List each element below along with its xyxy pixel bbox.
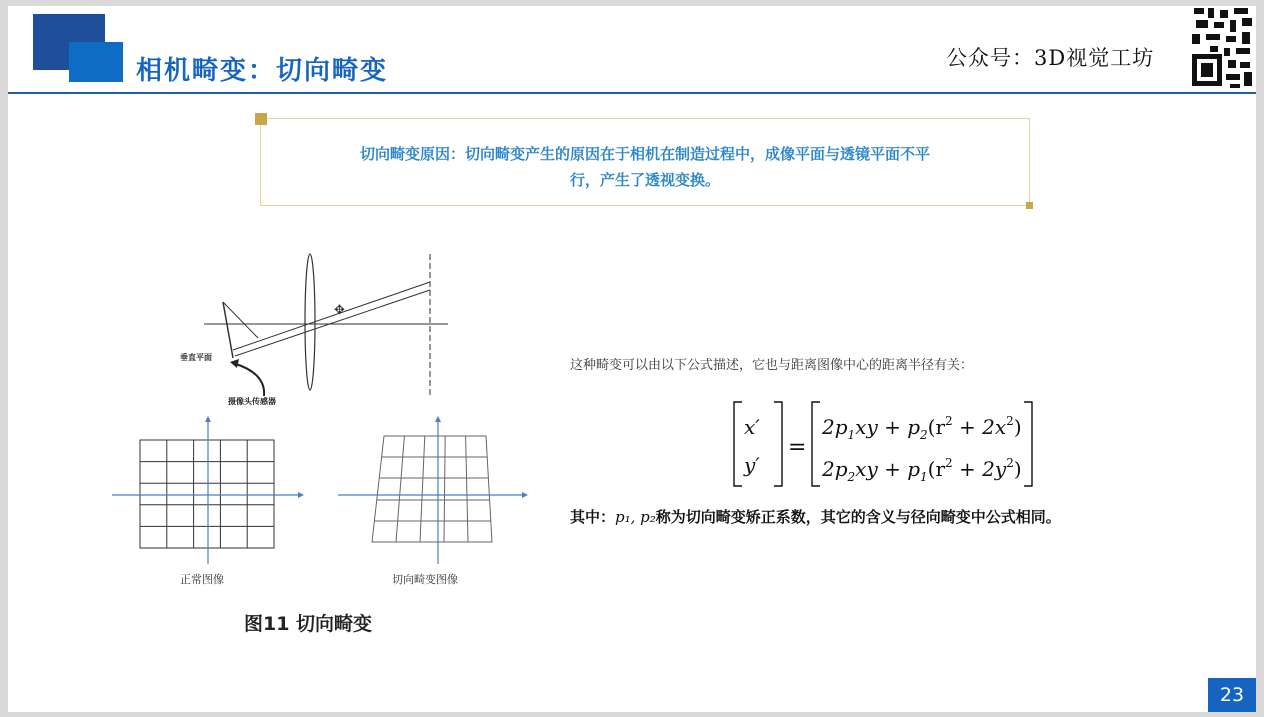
formula-description: 这种畸变可以由以下公式描述，它也与距离图像中心的距离半径有关： bbox=[570, 358, 974, 373]
label-sensor: 摄像头传感器 bbox=[228, 397, 276, 406]
note-prefix: 其中： bbox=[570, 508, 616, 526]
slide-title: 相机畸变：切向畸变 bbox=[136, 56, 389, 86]
sensor-pointer-arrowhead bbox=[230, 359, 239, 368]
label-vertical-plane: 垂直平面 bbox=[180, 353, 212, 362]
cursor-icon: ✥ bbox=[334, 303, 345, 318]
header-divider bbox=[8, 92, 1256, 94]
cause-callout-box bbox=[260, 118, 1030, 206]
light-ray-lower bbox=[235, 290, 430, 356]
lhs-bottom: y′ bbox=[744, 453, 760, 477]
callout-corner-bottom-right bbox=[1026, 202, 1033, 209]
tangential-y-arrowhead bbox=[435, 416, 441, 422]
normal-y-arrowhead bbox=[205, 416, 211, 422]
label-tangential-image: 切向畸变图像 bbox=[392, 573, 458, 586]
tangential-distortion-diagram bbox=[98, 246, 538, 591]
formula-row-1: $2p_1xy + p_2(r^2 + 2x^2)$ bbox=[822, 414, 1022, 442]
lhs-bracket-left bbox=[734, 402, 742, 486]
coefficient-note bbox=[570, 506, 1061, 527]
page-number: 23 bbox=[1208, 678, 1256, 712]
callout-text bbox=[281, 141, 1009, 193]
tangential-grid bbox=[372, 436, 492, 542]
lhs-bracket-right bbox=[774, 402, 782, 486]
note-math: p₁, p₂ bbox=[615, 508, 656, 526]
light-ray-upper bbox=[233, 282, 430, 350]
callout-line-2: 行，产生了透视变换。 bbox=[569, 171, 720, 189]
figure-caption: 图11 切向畸变 bbox=[244, 613, 373, 635]
sensor-pointer-arrow bbox=[236, 364, 264, 396]
tangential-distortion-formula bbox=[728, 398, 1038, 490]
equals-sign: = bbox=[788, 435, 807, 460]
note-suffix: 称为切向畸变矫正系数，其它的含义与径向畸变中公式相同。 bbox=[655, 508, 1061, 526]
callout-line-1: 切向畸变原因：切向畸变产生的原因在于相机在制造过程中，成像平面与透镜平面不平 bbox=[359, 145, 930, 163]
rhs-bracket-right bbox=[1024, 402, 1032, 486]
header-decoration-light bbox=[69, 42, 123, 82]
normal-x-arrowhead bbox=[298, 492, 304, 498]
formula-row-2: $2p_2xy + p_1(r^2 + 2y^2)$ bbox=[822, 456, 1022, 484]
tangential-x-arrowhead bbox=[522, 492, 528, 498]
qr-code-icon bbox=[1190, 6, 1256, 90]
wechat-account-label: 公众号：3D视觉工坊 bbox=[946, 46, 1155, 70]
slide bbox=[8, 6, 1256, 712]
callout-corner-top-left bbox=[255, 113, 267, 125]
lhs-top: x′ bbox=[744, 415, 760, 439]
normal-grid bbox=[140, 440, 274, 548]
rhs-bracket-left bbox=[812, 402, 820, 486]
label-normal-image: 正常图像 bbox=[180, 573, 224, 586]
